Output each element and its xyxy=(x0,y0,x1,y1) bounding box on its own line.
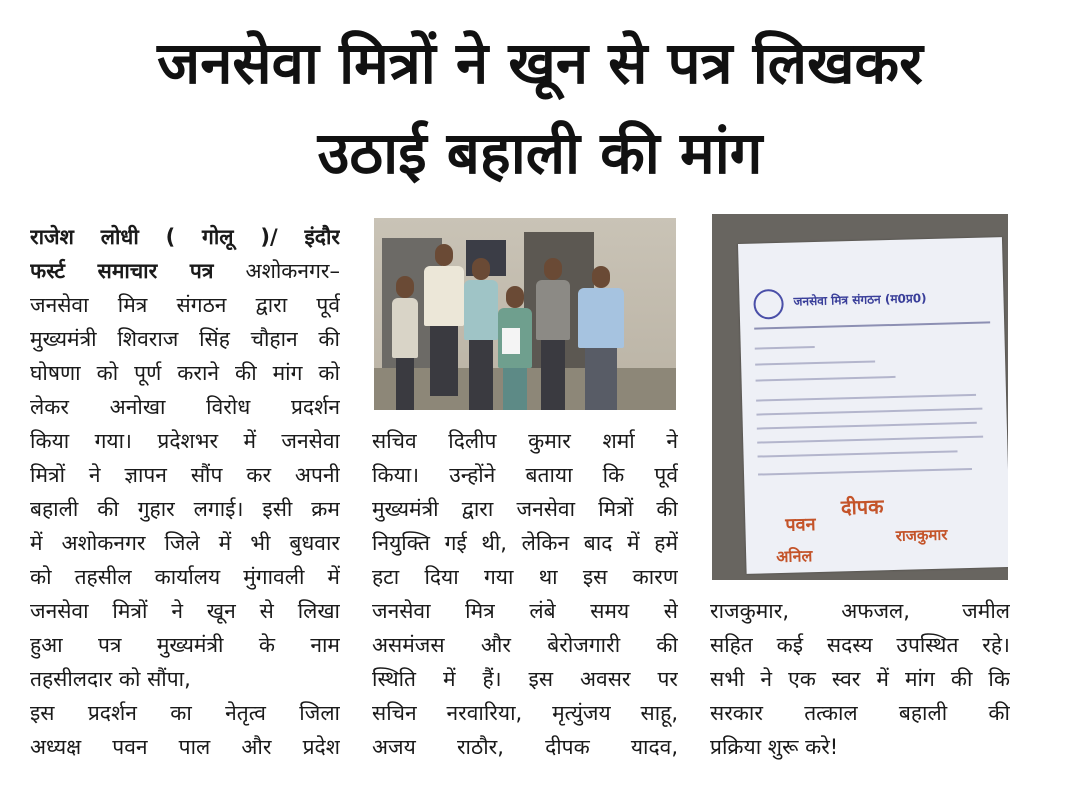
letter-text-line xyxy=(756,408,982,416)
letter-text-line xyxy=(755,346,815,350)
blood-letter-photo xyxy=(712,214,1008,580)
letter-text-line xyxy=(756,394,976,402)
article-line: सभी ने एक स्वर में मांग की कि xyxy=(710,667,1010,691)
memorandum-paper xyxy=(502,328,520,354)
article-line: लेकर अनोखा विरोध प्रदर्शन xyxy=(30,395,340,419)
article-column-right xyxy=(710,594,1010,764)
headline-line-2: उठाई बहाली की मांग xyxy=(317,119,763,187)
byline-line xyxy=(30,254,340,288)
letter-text-line xyxy=(756,376,896,382)
article-line: को तहसील कार्यालय मुंगावली में xyxy=(30,565,340,589)
article-line: घोषणा को पूर्ण कराने की मांग को xyxy=(30,361,340,385)
article-line: जनसेवा मित्र लंबे समय से xyxy=(372,599,678,623)
person-figure xyxy=(578,266,624,410)
letter-text-line xyxy=(758,468,972,476)
article-line: मुख्यमंत्री शिवराज सिंह चौहान की xyxy=(30,327,340,351)
letter-heading: जनसेवा मित्र संगठन (म0प्र0) xyxy=(793,291,927,309)
article-line: किया गया। प्रदेशभर में जनसेवा xyxy=(30,429,340,453)
person-figure xyxy=(424,244,464,410)
byline-author: राजेश लोधी ( गोलू )/ इंदौर xyxy=(30,225,340,249)
letter-rule xyxy=(754,321,990,329)
organization-logo-icon xyxy=(753,289,784,320)
article-line: हटा दिया गया था इस कारण xyxy=(372,565,678,589)
byline-place: अशोकनगर– xyxy=(213,259,340,283)
article-line: सहित कई सदस्य उपस्थित रहे। xyxy=(710,633,1010,657)
person-figure xyxy=(464,258,498,410)
article-line: तहसीलदार को सौंपा, xyxy=(30,667,191,691)
article-line: असमंजस और बेरोजगारी की xyxy=(372,633,678,657)
article-line: जनसेवा मित्रों ने खून से लिखा xyxy=(30,599,340,623)
article-line: प्रक्रिया शुरू करे! xyxy=(710,735,839,759)
article-line: बहाली की गुहार लगाई। इसी क्रम xyxy=(30,497,340,521)
article-line: राजकुमार, अफजल, जमील xyxy=(710,599,1010,623)
article-line: सचिव दिलीप कुमार शर्मा ने xyxy=(372,429,678,453)
headline-line-1: जनसेवा मित्रों ने खून से पत्र लिखकर xyxy=(157,29,923,97)
letter-text-line xyxy=(757,422,977,430)
article-column-left xyxy=(30,220,340,764)
article-line: इस प्रदर्शन का नेतृत्व जिला xyxy=(30,701,340,725)
article-line: अजय राठौर, दीपक यादव, xyxy=(372,735,678,759)
letter-paper xyxy=(738,237,1008,574)
group-photo xyxy=(374,218,676,410)
article-line: में अशोकनगर जिले में भी बुधवार xyxy=(30,531,340,555)
blood-signature: अनिल xyxy=(775,546,813,567)
article-line: स्थिति में हैं। इस अवसर पर xyxy=(372,667,678,691)
article-line: अध्यक्ष पवन पाल और प्रदेश xyxy=(30,735,340,759)
blood-signature: पवन xyxy=(785,514,816,536)
letter-text-line xyxy=(758,450,958,457)
byline-line xyxy=(30,220,340,254)
article-line: किया। उन्होंने बताया कि पूर्व xyxy=(372,463,678,487)
article-line: सरकार तत्काल बहाली की xyxy=(710,701,1010,725)
article-line: मित्रों ने ज्ञापन सौंप कर अपनी xyxy=(30,463,340,487)
article-line: नियुक्ति गई थी, लेकिन बाद में हमें xyxy=(372,531,678,555)
article-line: हुआ पत्र मुख्यमंत्री के नाम xyxy=(30,633,340,657)
byline-publication: फर्स्ट समाचार पत्र xyxy=(30,259,214,283)
article-line: मुख्यमंत्री द्वारा जनसेवा मित्रों की xyxy=(372,497,678,521)
letter-text-line xyxy=(757,436,983,444)
article-column-middle xyxy=(372,424,678,764)
letter-text-line xyxy=(755,360,875,365)
person-figure xyxy=(536,258,570,410)
person-figure xyxy=(392,276,418,410)
blood-signature: राजकुमार xyxy=(895,525,948,545)
blood-signature: दीपक xyxy=(840,494,884,520)
article-line: सचिन नरवारिया, मृत्युंजय साहू, xyxy=(372,701,678,725)
article-line: जनसेवा मित्र संगठन द्वारा पूर्व xyxy=(30,293,340,317)
